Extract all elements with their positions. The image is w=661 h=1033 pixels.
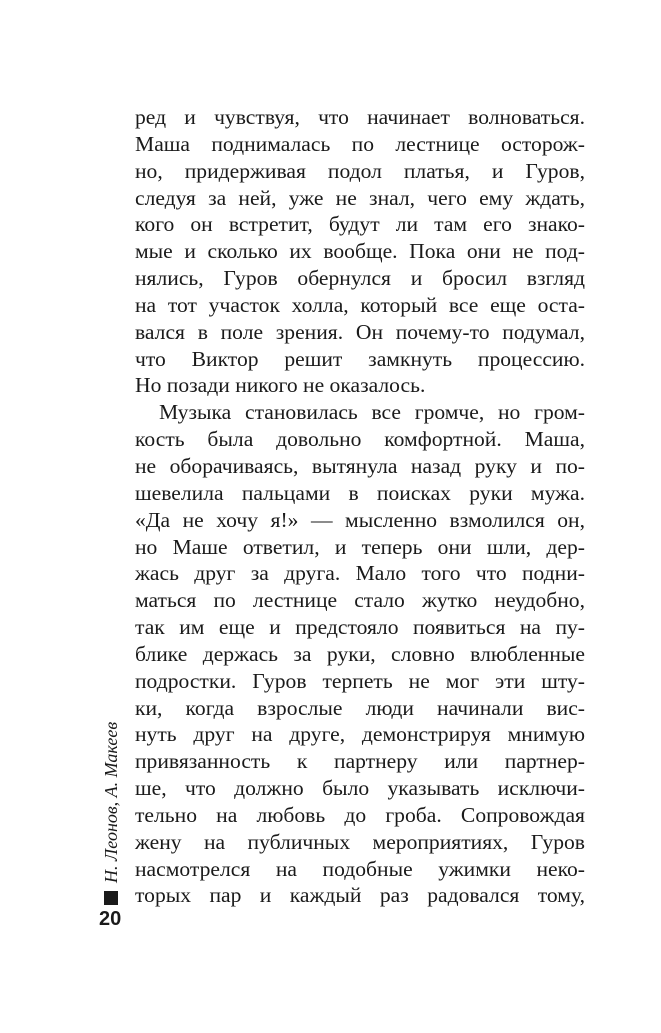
- text-line: привязанность к партнеру или партнер-: [135, 749, 585, 774]
- running-head-authors: Н. Леонов, А. Макеев: [100, 721, 121, 883]
- page-number: 20: [99, 908, 122, 930]
- text-line: нялись, Гуров обернулся и бросил взгляд: [135, 266, 585, 291]
- text-line: не оборачиваясь, вытянула назад руку и по-: [135, 453, 585, 478]
- text-line: подростки. Гуров терпеть не мог эти шту-: [135, 668, 585, 693]
- text-line: жену на публичных мероприятиях, Гуров: [135, 829, 585, 854]
- text-line: тельно на любовь до гроба. Сопровождая: [135, 802, 585, 827]
- text-line: вался в поле зрения. Он почему-то подумал,: [135, 319, 585, 344]
- text-line: но, придерживая подол платья, и Гуров,: [135, 158, 585, 183]
- body-text: [135, 104, 585, 909]
- text-line: Маша поднималась по лестнице осторож-: [135, 131, 585, 156]
- text-line: что Виктор решит замкнуть процессию.: [135, 346, 585, 371]
- text-line: но Маше ответил, и теперь они шли, дер-: [135, 534, 585, 559]
- text-line: маться по лестнице стало жутко неудобно,: [135, 588, 585, 613]
- text-line: блике держась за руки, словно влюбленные: [135, 641, 585, 666]
- text-line: жась друг за друга. Мало того что подни-: [135, 561, 585, 586]
- text-line: так им еще и предстояло появиться на пу-: [135, 615, 585, 640]
- text-line: кого он встретит, будут ли там его знако-: [135, 212, 585, 237]
- square-bullet-icon: [104, 891, 118, 905]
- text-line: торых пар и каждый раз радовался тому,: [135, 883, 585, 908]
- text-line: ки, когда взрослые люди начинали вис-: [135, 695, 585, 720]
- text-line: ред и чувствуя, что начинает волноваться.: [135, 105, 585, 129]
- text-line: кость была довольно комфортной. Маша,: [135, 427, 585, 452]
- text-line: нуть друг на друге, демонстрируя мнимую: [135, 722, 585, 747]
- text-line: на тот участок холла, который все еще оста-: [135, 292, 585, 317]
- text-line: ше, что должно было указывать исключи-: [135, 776, 585, 801]
- text-line: Музыка становилась все громче, но гром-: [159, 400, 585, 425]
- text-line: мые и сколько их вообще. Пока они не под-: [135, 239, 585, 264]
- text-line: следуя за ней, уже не знал, чего ему ждать,: [135, 185, 585, 210]
- text-line: «Да не хочу я!» — мысленно взмолился он,: [135, 507, 585, 532]
- text-line: Но позади никого не оказалось.: [135, 373, 426, 398]
- running-head: [99, 685, 123, 905]
- text-line: шевелила пальцами в поисках руки мужа.: [135, 480, 585, 505]
- text-line: насмотрелся на подобные ужимки неко-: [135, 856, 585, 881]
